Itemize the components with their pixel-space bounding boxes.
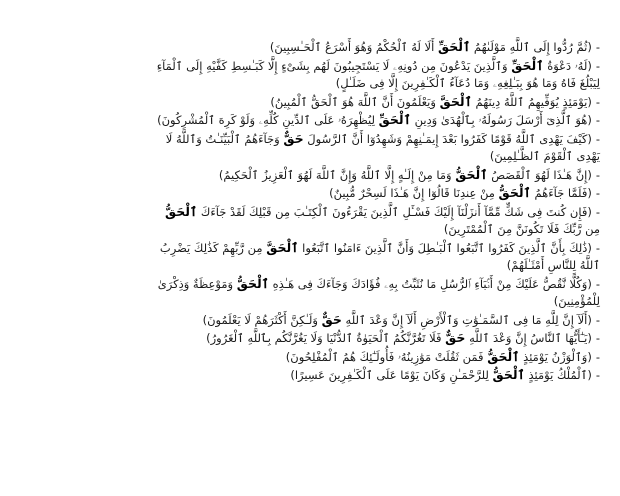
bullet-dash: - — [595, 204, 600, 219]
verse-line-7 — [150, 184, 600, 203]
highlighted-word-al-haqq: ٱلْحَقِّ — [437, 39, 471, 54]
verse-text-after: مِن رَّبِّهِمْ كَذَٰلِكَ يَضْرِبُ ٱللَّهُ لِلنَّاسِ أَمْثَـٰلَهُمْ) — [159, 240, 600, 272]
verse-list — [150, 38, 600, 385]
verse-line-6 — [150, 166, 600, 185]
verse-line-9 — [150, 239, 600, 275]
highlighted-word-al-haqq: ٱلْحَقُّ — [236, 275, 269, 291]
verse-line-11 — [150, 311, 600, 330]
verse-line-13 — [150, 348, 600, 367]
verse-line-4 — [150, 111, 600, 130]
verse-text-after: وَلَـٰكِنَّ أَكْثَرَهُمْ لَا يَعْلَمُونَ) — [202, 312, 322, 327]
verse-text-before: (وَٱلْوَزْنُ يَوْمَئِذٍ — [519, 349, 592, 364]
verse-line-5 — [150, 130, 600, 166]
bullet-dash: - — [595, 331, 600, 345]
verse-text-after: وَمَا مِنْ إِلَـٰهٍ إِلَّا ٱللَّهُ وَإِنَّ ٱللَّهَ لَهُوَ ٱلْعَزِيزُ ٱلْحَكِيمُ) — [218, 167, 456, 182]
verse-line-3 — [150, 93, 600, 112]
bullet-dash: - — [595, 312, 600, 327]
highlighted-word-al-haqq: ٱلْحَقُّ — [487, 348, 520, 364]
highlighted-word-al-haqq: ٱلْحَقُّ — [164, 203, 198, 219]
verse-line-2 — [150, 57, 600, 93]
highlighted-word-al-haqq: ٱلْحَقِّ — [511, 57, 544, 73]
bullet-dash: - — [595, 276, 600, 291]
bullet-dash: - — [595, 240, 600, 255]
verse-text-after: مِنْ عِندِنَا قَالُوٓا إِنَّ هَـٰذَا لَسِحْرٌ مُّبِينٌ) — [329, 186, 499, 200]
bullet-dash: - — [595, 40, 600, 54]
highlighted-word-al-haqq: ٱلْحَقُّ — [498, 185, 531, 200]
verse-line-12 — [150, 329, 600, 348]
verse-text-before: (كَيْفَ يَهْدِى ٱللَّهُ قَوْمًا كَفَرُوا بَعْدَ إِيمَـٰنِهِمْ وَشَهِدُوٓا أَنَّ ٱلرَّسُولَ — [303, 131, 592, 146]
verse-text-before: (يَوْمَئِذٍ يُوَفِّيهِمُ ٱللَّهُ دِينَهُمُ — [471, 94, 592, 109]
verse-text-before: (ثُمَّ رُدُّوا إِلَى ٱللَّهِ مَوْلَىٰهُمُ — [470, 40, 592, 54]
verse-text-after: فَلَا تَغُرَّنَّكُمُ ٱلْحَيَوٰةُ ٱلدُّنْيَا وَلَا يَغُرَّنَّكُم بِٱللَّهِ ٱلْغَرُورُ) — [206, 331, 446, 345]
verse-text-before: (ذَٰلِكَ بِأَنَّ ٱلَّذِينَ كَفَرُوا ٱتَّبَعُوا ٱلْبَـٰطِلَ وَأَنَّ ٱلَّذِينَ ءَامَنُوا ٱتَّبَعُوا — [298, 240, 592, 255]
verse-text-before: (لَهُۥ دَعْوَةُ — [543, 58, 592, 73]
bullet-dash: - — [595, 186, 600, 200]
verse-line-14 — [150, 366, 600, 385]
verse-text-after: وَجَآءَهُمُ ٱلْبَيِّنَـٰتُ وَٱللَّهُ لَا يَهْدِى ٱلْقَوْمَ ٱلظَّـٰلِمِينَ) — [165, 131, 600, 163]
highlighted-word-haqq: حَقٌّ — [321, 311, 342, 327]
bullet-dash: - — [595, 349, 600, 364]
verse-text-after: وَٱلَّذِينَ يَدْعُونَ مِن دُونِهِۦ لَا يَسْتَجِيبُونَ لَهُم بِشَىْءٍ إِلَّا كَبَـٰسِطِ كَفَّيْهِ إِلَى ٱلْمَآءِ لِيَبْلُغَ فَاهُ وَمَا هُوَ بِبَـٰلِغِهِۦ وَمَا دُعَآءُ ٱلْكَـٰفِرِينَ إِلَّا فِى ضَلَـٰلٍ) — [156, 58, 600, 90]
verse-text-before: (فَإِن كُنتَ فِى شَكٍّ مِّمَّآ أَنزَلْنَآ إِلَيْكَ فَسْـَٔلِ ٱلَّذِينَ يَقْرَءُونَ ٱلْكِتَـٰبَ مِن قَبْلِكَ لَقَدْ جَآءَكَ — [197, 204, 592, 219]
verse-text-after: وَمَوْعِظَةٌ وَذِكْرَىٰ لِلْمُؤْمِنِينَ) — [157, 276, 600, 308]
verse-line-8 — [150, 203, 600, 239]
highlighted-word-al-haqq: ٱلْحَقُّ — [492, 367, 525, 382]
bullet-dash: - — [595, 94, 600, 109]
highlighted-word-al-haqq: ٱلْحَقَّ — [439, 93, 472, 109]
verse-text-before: (يَـٰٓأَيُّهَا ٱلنَّاسُ إِنَّ وَعْدَ ٱللَّهِ — [465, 331, 592, 345]
verse-text-before: (هُوَ ٱلَّذِىٓ أَرْسَلَ رَسُولَهُۥ بِٱلْهُدَىٰ وَدِينِ — [410, 113, 592, 127]
bullet-dash: - — [595, 167, 600, 182]
verse-line-1 — [150, 38, 600, 57]
verse-text-after: فَمَن ثَقُلَتْ مَوَٰزِينُهُۥ فَأُولَـٰٓئِكَ هُمُ ٱلْمُفْلِحُونَ) — [285, 349, 488, 364]
verse-line-10 — [150, 275, 600, 311]
verse-text-after: وَيَعْلَمُونَ أَنَّ ٱللَّهَ هُوَ ٱلْحَقُّ ٱلْمُبِينُ) — [270, 94, 440, 109]
verse-text-after: أَلَا لَهُ ٱلْحُكْمُ وَهُوَ أَسْرَعُ ٱلْحَـٰسِبِينَ) — [269, 40, 438, 54]
bullet-dash: - — [595, 368, 600, 382]
verse-text-after: لِلرَّحْمَـٰنِ وَكَانَ يَوْمًا عَلَى ٱلْكَـٰفِرِينَ عَسِيرًا) — [290, 368, 493, 382]
verse-text-before: (فَلَمَّا جَآءَهُمُ — [530, 186, 592, 200]
bullet-dash: - — [595, 131, 600, 146]
highlighted-word-haqq: حَقٌّ — [445, 330, 466, 345]
verse-text-before: (وَكُلًّا نَّقُصُّ عَلَيْكَ مِنْ أَنۢبَآءِ ٱلرُّسُلِ مَا نُثَبِّتُ بِهِۦ فُؤَادَكَ وَجَآءَكَ فِى هَـٰذِهِ — [269, 276, 592, 291]
highlighted-word-al-haqq: ٱلْحَقِّ — [378, 112, 411, 127]
bullet-dash: - — [595, 113, 600, 127]
verse-text-before: (ٱلْمُلْكُ يَوْمَئِذٍ — [524, 368, 592, 382]
verse-text-after: مِن رَّبِّكَ فَلَا تَكُونَنَّ مِنَ ٱلْمُمْتَرِينَ) — [443, 222, 600, 236]
verse-text-after: لِيُظْهِرَهُۥ عَلَى ٱلدِّينِ كُلِّهِۦ وَلَوْ كَرِهَ ٱلْمُشْرِكُونَ) — [157, 113, 379, 127]
highlighted-word-al-haqq: ٱلْحَقَّ — [266, 239, 299, 255]
verse-text-before: (أَلَآ إِنَّ لِلَّهِ مَا فِى ٱلسَّمَـٰوَٰتِ وَٱلْأَرْضِ أَلَآ إِنَّ وَعْدَ ٱللَّهِ — [341, 312, 592, 327]
highlighted-word-haqq: حَقٌّ — [283, 130, 304, 146]
highlighted-word-al-haqq: ٱلْحَقُّ — [455, 166, 488, 182]
bullet-dash: - — [595, 58, 600, 73]
verse-text-before: (إِنَّ هَـٰذَا لَهُوَ ٱلْقَصَصُ — [487, 167, 592, 182]
